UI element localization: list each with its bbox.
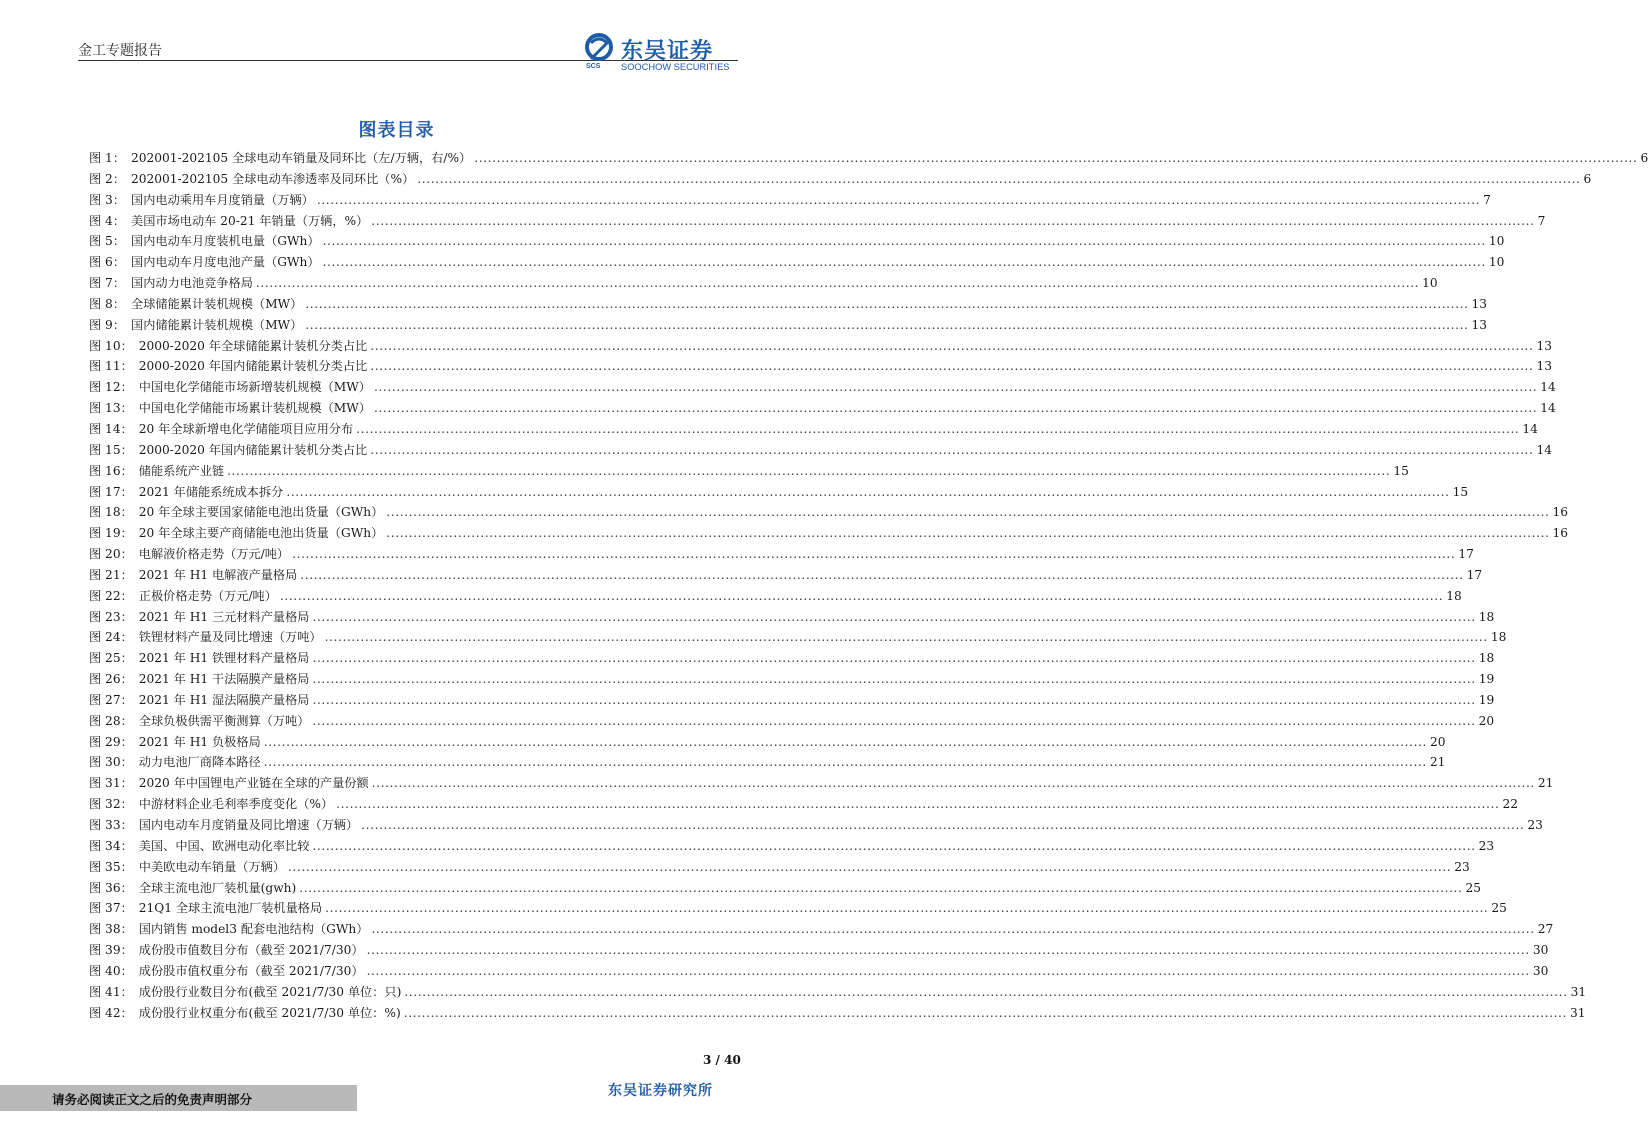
- toc-entry-number: 图 18：: [89, 505, 133, 520]
- toc-list: [89, 149, 1648, 1024]
- toc-entry-page: 23: [1478, 838, 1495, 853]
- toc-entry-caption: 20 年全球主要产商储能电池出货量（GWh）: [138, 526, 384, 541]
- toc-entry-page: 16: [1552, 526, 1569, 541]
- toc-entry-page: 14: [1522, 421, 1538, 436]
- toc-entry-page: 21: [1537, 776, 1554, 791]
- toc-entry-leader: ....................................................................................................................................................................................................................................................................: [292, 547, 1456, 562]
- toc-entry-caption: 铁锂材料产量及同比增速（万吨）: [138, 630, 322, 645]
- toc-entry-leader: ....................................................................................................................................................................................................................................................................: [300, 567, 1464, 582]
- toc-entry-leader: ....................................................................................................................................................................................................................................................................: [403, 1005, 1567, 1020]
- toc-entry-leader: ....................................................................................................................................................................................................................................................................: [288, 859, 1452, 874]
- toc-entry-page: 18: [1490, 630, 1507, 645]
- toc-entry-caption: 全球主流电池厂装机量(gwh): [138, 880, 297, 895]
- toc-entry-number: 图 2：: [89, 171, 126, 186]
- toc-entry[interactable]: [89, 733, 1446, 754]
- toc-entry-caption: 2000-2020 年国内储能累计装机分类占比: [138, 442, 368, 457]
- toc-entry[interactable]: [89, 899, 1507, 920]
- logo-company-name-cn: 东吴证券: [621, 39, 714, 64]
- toc-entry-page: 19: [1478, 672, 1495, 687]
- toc-entry-caption: 成份股市值权重分布（截至 2021/7/30）: [138, 963, 364, 978]
- toc-entry-number: 图 37：: [89, 901, 133, 916]
- toc-entry[interactable]: [89, 1004, 1586, 1025]
- toc-title: 图表目录: [358, 120, 435, 141]
- toc-entry-leader: ....................................................................................................................................................................................................................................................................: [286, 484, 1450, 499]
- toc-entry-caption: 成份股行业数目分布(截至 2021/7/30 单位：只): [138, 984, 402, 999]
- toc-entry-caption: 21Q1 全球主流电池厂装机量格局: [138, 901, 323, 916]
- toc-entry-number: 图 5：: [89, 234, 126, 249]
- toc-entry[interactable]: [89, 816, 1543, 837]
- toc-entry[interactable]: [89, 587, 1462, 608]
- toc-entry-caption: 2021 年储能系统成本拆分: [138, 484, 284, 499]
- toc-entry-leader: ....................................................................................................................................................................................................................................................................: [279, 588, 1444, 603]
- toc-entry-caption: 20 年全球主要国家储能电池出货量（GWh）: [138, 505, 384, 520]
- toc-entry-page: 14: [1536, 442, 1553, 457]
- toc-entry-leader: ....................................................................................................................................................................................................................................................................: [312, 651, 1476, 666]
- toc-entry-number: 图 6：: [89, 255, 126, 270]
- toc-entry[interactable]: [89, 545, 1474, 566]
- toc-entry[interactable]: [89, 712, 1495, 733]
- toc-entry-caption: 2020 年中国锂电产业链在全球的产量份额: [138, 776, 369, 791]
- toc-entry-page: 16: [1552, 505, 1569, 520]
- toc-entry-page: 13: [1536, 359, 1553, 374]
- toc-entry[interactable]: [89, 420, 1538, 441]
- toc-entry[interactable]: [89, 316, 1488, 337]
- toc-entry-page: 15: [1452, 484, 1469, 499]
- toc-entry-number: 图 30：: [89, 755, 133, 770]
- toc-entry-leader: ....................................................................................................................................................................................................................................................................: [404, 984, 1568, 999]
- toc-entry-page: 19: [1478, 692, 1495, 707]
- toc-entry[interactable]: [89, 941, 1549, 962]
- toc-entry-caption: 2021 年 H1 电解液产量格局: [138, 567, 298, 582]
- toc-entry-number: 图 26：: [89, 672, 133, 687]
- toc-entry-leader: ....................................................................................................................................................................................................................................................................: [366, 963, 1530, 978]
- toc-entry-page: 10: [1488, 255, 1505, 270]
- toc-entry-leader: ....................................................................................................................................................................................................................................................................: [312, 672, 1476, 687]
- toc-entry-leader: ....................................................................................................................................................................................................................................................................: [417, 171, 1581, 186]
- toc-entry-leader: ....................................................................................................................................................................................................................................................................: [263, 755, 1427, 770]
- toc-entry-leader: ....................................................................................................................................................................................................................................................................: [322, 255, 1486, 270]
- toc-entry-caption: 中游材料企业毛利率季度变化（%）: [138, 797, 334, 812]
- toc-entry-caption: 美国、中国、欧洲电动化率比较: [138, 838, 310, 853]
- toc-entry-number: 图 40：: [89, 963, 133, 978]
- toc-entry-page: 17: [1458, 547, 1474, 562]
- toc-entry[interactable]: [89, 274, 1438, 295]
- footer-institute: 东吴证券研究所: [608, 1083, 713, 1099]
- report-type-label: 金工专题报告: [78, 43, 162, 59]
- toc-entry-caption: 电解液价格走势（万元/吨）: [138, 547, 290, 562]
- toc-entry[interactable]: [89, 503, 1569, 524]
- toc-entry-number: 图 19：: [89, 526, 133, 541]
- toc-entry-caption: 国内电动车月度电池产量（GWh）: [131, 255, 320, 270]
- toc-entry-page: 22: [1502, 797, 1518, 812]
- toc-entry-number: 图 20：: [89, 547, 133, 562]
- toc-entry-leader: ....................................................................................................................................................................................................................................................................: [370, 338, 1534, 353]
- toc-entry-leader: ....................................................................................................................................................................................................................................................................: [336, 797, 1500, 812]
- toc-entry-leader: ....................................................................................................................................................................................................................................................................: [255, 276, 1420, 291]
- toc-entry-page: 18: [1446, 588, 1462, 603]
- toc-entry-caption: 2000-2020 年国内储能累计装机分类占比: [138, 359, 368, 374]
- toc-entry-caption: 2021 年 H1 干法隔膜产量格局: [138, 672, 310, 687]
- toc-entry[interactable]: [89, 337, 1553, 358]
- toc-entry-page: 31: [1570, 1005, 1586, 1020]
- toc-entry[interactable]: [89, 649, 1495, 670]
- toc-entry-page: 25: [1491, 901, 1507, 916]
- toc-entry-number: 图 34：: [89, 838, 133, 853]
- toc-entry-leader: ....................................................................................................................................................................................................................................................................: [305, 296, 1469, 311]
- toc-entry-number: 图 1：: [89, 151, 126, 165]
- toc-entry-page: 18: [1478, 651, 1495, 666]
- toc-entry-caption: 国内电动乘用车月度销量（万辆）: [131, 192, 314, 207]
- toc-entry-caption: 2021 年 H1 三元材料产量格局: [138, 609, 310, 624]
- toc-entry-page: 23: [1454, 859, 1470, 874]
- toc-entry-caption: 国内电动车月度销量及同比增速（万辆）: [138, 818, 359, 832]
- toc-entry-caption: 国内销售 model3 配套电池结构（GWh）: [138, 922, 369, 937]
- toc-entry-number: 图 35：: [89, 859, 133, 874]
- toc-entry-page: 10: [1422, 276, 1438, 291]
- toc-entry-page: 13: [1471, 296, 1488, 311]
- toc-entry[interactable]: [89, 191, 1491, 212]
- toc-entry-page: 7: [1537, 213, 1546, 228]
- logo-abbreviation: SCS: [586, 63, 601, 70]
- toc-entry-caption: 2021 年 H1 铁锂材料产量格局: [138, 651, 310, 666]
- toc-entry[interactable]: [89, 795, 1518, 816]
- toc-entry[interactable]: [89, 691, 1495, 712]
- toc-entry-leader: ....................................................................................................................................................................................................................................................................: [370, 359, 1534, 374]
- toc-entry-caption: 中美欧电动车销量（万辆）: [138, 859, 286, 874]
- toc-entry-number: 图 28：: [89, 713, 133, 728]
- toc-entry[interactable]: [89, 295, 1488, 316]
- toc-entry-leader: ....................................................................................................................................................................................................................................................................: [373, 380, 1538, 395]
- toc-entry-number: 图 11：: [89, 359, 133, 374]
- toc-entry[interactable]: [89, 983, 1587, 1004]
- toc-entry-leader: ....................................................................................................................................................................................................................................................................: [366, 943, 1530, 958]
- toc-entry-page: 14: [1540, 380, 1556, 395]
- toc-entry-page: 20: [1478, 713, 1495, 728]
- toc-entry-page: 10: [1488, 234, 1505, 249]
- toc-entry-page: 20: [1430, 734, 1446, 749]
- toc-entry-caption: 2000-2020 年全球储能累计装机分类占比: [138, 338, 368, 353]
- toc-entry-caption: 202001-202105 全球电动车渗透率及同环比（%）: [131, 171, 415, 186]
- toc-entry-number: 图 33：: [89, 818, 133, 832]
- toc-entry-leader: ....................................................................................................................................................................................................................................................................: [312, 838, 1476, 853]
- toc-entry-page: 30: [1532, 943, 1549, 958]
- toc-entry-page: 27: [1537, 922, 1554, 937]
- toc-entry[interactable]: [89, 462, 1409, 483]
- toc-entry[interactable]: [89, 879, 1482, 900]
- toc-entry-page: 25: [1465, 880, 1482, 895]
- toc-entry[interactable]: [89, 149, 1648, 170]
- toc-entry-number: 图 17：: [89, 484, 133, 499]
- toc-entry-leader: ....................................................................................................................................................................................................................................................................: [322, 234, 1486, 249]
- toc-entry-leader: ....................................................................................................................................................................................................................................................................: [474, 151, 1638, 165]
- toc-entry-leader: ....................................................................................................................................................................................................................................................................: [373, 401, 1538, 416]
- toc-entry-number: 图 14：: [89, 421, 133, 436]
- toc-entry-number: 图 38：: [89, 922, 133, 937]
- toc-entry-leader: ....................................................................................................................................................................................................................................................................: [312, 692, 1476, 707]
- toc-entry[interactable]: [89, 357, 1553, 378]
- toc-entry-page: 13: [1471, 317, 1488, 332]
- toc-entry-caption: 全球储能累计装机规模（MW）: [131, 296, 303, 311]
- toc-entry-caption: 全球负极供需平衡测算（万吨）: [138, 713, 310, 728]
- toc-entry-caption: 国内动力电池竞争格局: [131, 276, 253, 291]
- toc-entry-leader: ....................................................................................................................................................................................................................................................................: [316, 192, 1481, 207]
- toc-entry-caption: 2021 年 H1 负极格局: [138, 734, 261, 749]
- toc-entry-leader: ....................................................................................................................................................................................................................................................................: [361, 818, 1525, 832]
- logo-company-name-en: SOOCHOW SECURITIES: [621, 62, 730, 72]
- toc-entry-number: 图 16：: [89, 463, 133, 478]
- toc-entry-number: 图 39：: [89, 943, 133, 958]
- toc-entry-number: 图 32：: [89, 797, 133, 812]
- footer-disclaimer: 请务必阅读正文之后的免责声明部分: [52, 1092, 253, 1107]
- toc-entry-page: 6: [1640, 151, 1648, 165]
- toc-entry-caption: 2021 年 H1 湿法隔膜产量格局: [138, 692, 310, 707]
- toc-entry-number: 图 10：: [89, 338, 133, 353]
- toc-entry-number: 图 15：: [89, 442, 133, 457]
- toc-entry-caption: 成份股行业权重分布(截至 2021/7/30 单位：%): [138, 1005, 401, 1020]
- toc-entry-leader: ....................................................................................................................................................................................................................................................................: [312, 609, 1476, 624]
- toc-entry-leader: ....................................................................................................................................................................................................................................................................: [371, 213, 1535, 228]
- page-number: 3 / 40: [703, 1053, 741, 1067]
- toc-entry-number: 图 7：: [89, 276, 126, 291]
- toc-entry[interactable]: [89, 524, 1569, 545]
- toc-entry-caption: 成份股市值数目分布（截至 2021/7/30）: [138, 943, 364, 958]
- toc-entry-caption: 202001-202105 全球电动车销量及同环比（左/万辆，右/%）: [131, 151, 472, 165]
- toc-entry-page: 30: [1532, 963, 1549, 978]
- toc-entry-number: 图 25：: [89, 651, 133, 666]
- toc-entry[interactable]: [89, 670, 1495, 691]
- toc-entry-number: 图 22：: [89, 588, 133, 603]
- toc-entry[interactable]: [89, 962, 1549, 983]
- toc-entry[interactable]: [89, 253, 1505, 274]
- toc-entry-number: 图 21：: [89, 567, 133, 582]
- toc-entry-leader: ....................................................................................................................................................................................................................................................................: [263, 734, 1427, 749]
- toc-entry[interactable]: [89, 170, 1592, 191]
- toc-entry-page: 21: [1429, 755, 1446, 770]
- toc-entry-leader: ....................................................................................................................................................................................................................................................................: [227, 463, 1391, 478]
- toc-entry-leader: ....................................................................................................................................................................................................................................................................: [356, 421, 1520, 436]
- toc-entry-number: 图 31：: [89, 776, 133, 791]
- toc-entry-leader: ....................................................................................................................................................................................................................................................................: [325, 901, 1489, 916]
- toc-entry-caption: 动力电池厂商降本路径: [138, 755, 261, 770]
- toc-entry[interactable]: [89, 566, 1483, 587]
- toc-entry-leader: ....................................................................................................................................................................................................................................................................: [386, 526, 1550, 541]
- toc-entry[interactable]: [89, 774, 1554, 795]
- toc-entry[interactable]: [89, 232, 1505, 253]
- toc-entry-number: 图 12：: [89, 380, 133, 395]
- toc-entry-page: 14: [1540, 401, 1556, 416]
- toc-entry-leader: ....................................................................................................................................................................................................................................................................: [371, 776, 1535, 791]
- toc-entry-leader: ....................................................................................................................................................................................................................................................................: [371, 922, 1535, 937]
- toc-entry-number: 图 3：: [89, 192, 126, 207]
- toc-entry[interactable]: [89, 212, 1546, 233]
- toc-entry-caption: 20 年全球新增电化学储能项目应用分布: [138, 421, 354, 436]
- company-logo: [583, 33, 739, 73]
- toc-entry-leader: ....................................................................................................................................................................................................................................................................: [305, 317, 1469, 332]
- toc-entry[interactable]: [89, 399, 1556, 420]
- toc-entry-caption: 国内储能累计装机规模（MW）: [131, 317, 303, 332]
- toc-entry-page: 15: [1393, 463, 1409, 478]
- toc-entry-page: 18: [1478, 609, 1495, 624]
- toc-entry-number: 图 24：: [89, 630, 133, 645]
- toc-entry-number: 图 9：: [89, 317, 126, 332]
- toc-entry[interactable]: [89, 858, 1470, 879]
- toc-entry-caption: 储能系统产业链: [138, 463, 225, 478]
- toc-entry-number: 图 8：: [89, 296, 126, 311]
- toc-entry-leader: ....................................................................................................................................................................................................................................................................: [386, 505, 1550, 520]
- toc-entry-caption: 美国市场电动车 20-21 年销量（万辆，%）: [131, 213, 369, 228]
- toc-entry-page: 6: [1583, 171, 1592, 186]
- toc-entry-number: 图 4：: [89, 213, 126, 228]
- toc-entry-page: 7: [1483, 192, 1491, 207]
- toc-entry-number: 图 23：: [89, 609, 133, 624]
- toc-entry-leader: ....................................................................................................................................................................................................................................................................: [370, 442, 1534, 457]
- toc-entry[interactable]: [89, 837, 1495, 858]
- toc-entry[interactable]: [89, 753, 1446, 774]
- toc-entry-page: 23: [1527, 818, 1543, 832]
- toc-entry-caption: 国内电动车月度装机电量（GWh）: [131, 234, 320, 249]
- toc-entry-number: 图 41：: [89, 984, 133, 999]
- toc-entry[interactable]: [89, 628, 1507, 649]
- toc-entry-leader: ....................................................................................................................................................................................................................................................................: [324, 630, 1488, 645]
- toc-entry-number: 图 42：: [89, 1005, 133, 1020]
- toc-entry[interactable]: [89, 378, 1556, 399]
- toc-entry[interactable]: [89, 920, 1554, 941]
- toc-entry-caption: 中国电化学储能市场累计装机规模（MW）: [138, 401, 371, 416]
- toc-entry-number: 图 36：: [89, 880, 133, 895]
- toc-entry-caption: 中国电化学储能市场新增装机规模（MW）: [138, 380, 371, 395]
- toc-entry-page: 17: [1466, 567, 1483, 582]
- toc-entry[interactable]: [89, 608, 1495, 629]
- toc-entry-number: 图 27：: [89, 692, 133, 707]
- toc-entry-number: 图 29：: [89, 734, 133, 749]
- toc-entry-number: 图 13：: [89, 401, 133, 416]
- toc-entry-leader: ....................................................................................................................................................................................................................................................................: [312, 713, 1476, 728]
- toc-entry-page: 31: [1570, 984, 1587, 999]
- toc-entry-leader: ....................................................................................................................................................................................................................................................................: [299, 880, 1463, 895]
- toc-entry[interactable]: [89, 483, 1469, 504]
- toc-entry[interactable]: [89, 441, 1553, 462]
- toc-entry-page: 13: [1536, 338, 1553, 353]
- toc-entry-caption: 正极价格走势（万元/吨）: [138, 588, 277, 603]
- footer-disclaimer-bar: [0, 1085, 357, 1111]
